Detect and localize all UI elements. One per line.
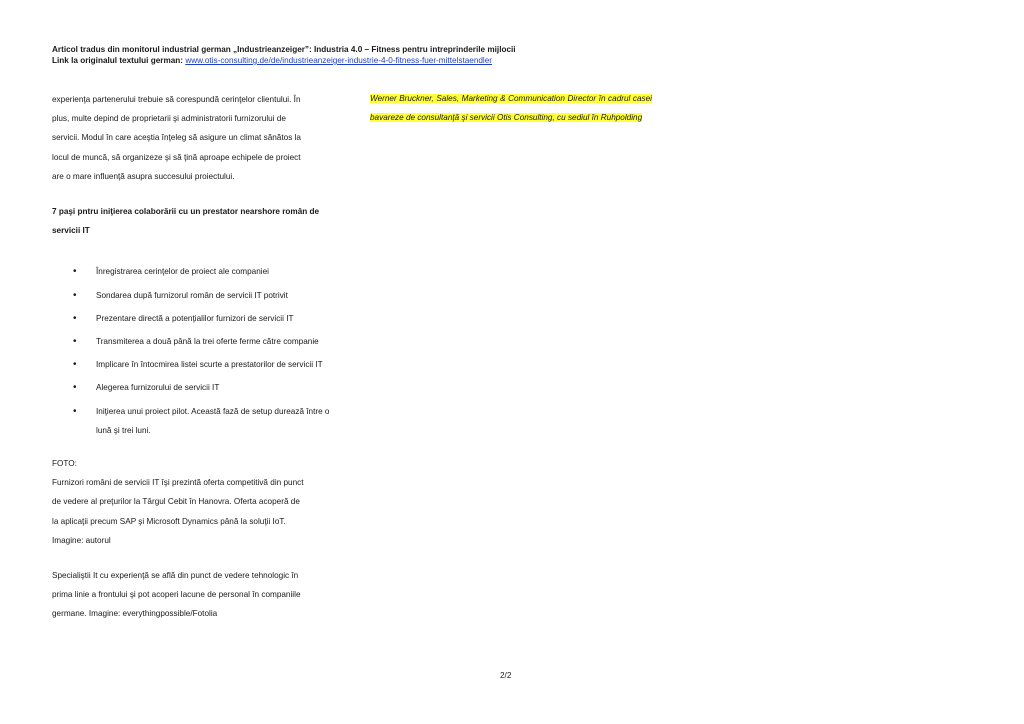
list-item: [52, 378, 336, 397]
left-column: [52, 90, 342, 624]
caption-line: Imagine: autorul: [52, 535, 111, 545]
list-item: [52, 309, 336, 328]
intro-line: are o mare influenţă asupra succesului proiectului.: [52, 171, 235, 181]
source-link[interactable]: www.otis-consulting.de/de/industrieanzeiger-industrie-4-0-fitness-fuer-mittelstaendler: [185, 56, 493, 65]
bullet-icon: •: [73, 405, 77, 417]
caption-line: Furnizori români de servicii IT îşi prezintă oferta competitivă din punct: [52, 478, 304, 488]
article-title: Articol tradus din monitorul industrial german „Industrieanzeiger”: Industria 4.0 – Fitness pentru intreprinderile mijlocii: [52, 45, 516, 54]
list-item-text: Prezentare directă a potenţialilor furnizori de servicii IT: [96, 313, 294, 323]
list-item: [52, 286, 336, 305]
intro-line: plus, multe depind de proprietarii şi administratorii furnizorului de: [52, 114, 286, 124]
list-item-text: Implicare în întocmirea listei scurte a prestatorilor de servicii IT: [96, 360, 323, 370]
section-heading: 7 paşi pntru iniţierea colaborării cu un prestator nearshore român de servicii IT: [52, 207, 320, 236]
list-item-text: Transmiterea a două până la trei oferte ferme către companie: [96, 337, 319, 347]
bullet-icon: •: [73, 359, 77, 371]
document-header: [52, 44, 516, 66]
list-item-text: Iniţierea unui proiect pilot. Această fază de setup durează între o lună şi trei luni.: [96, 406, 330, 435]
list-item-text: Sondarea după furnizorul român de servicii IT potrivit: [96, 290, 288, 300]
list-item-text: Alegerea furnizorului de servicii IT: [96, 383, 220, 393]
bullet-icon: •: [73, 336, 77, 348]
list-item: [52, 332, 336, 351]
page-number: 2/2: [500, 671, 512, 680]
intro-paragraph: [52, 90, 342, 186]
list-item: [52, 402, 336, 440]
photo-caption-2: [52, 566, 342, 624]
bullet-icon: •: [73, 382, 77, 394]
intro-line: experienţa partenerului trebuie să corespundă cerinţelor clientului. În: [52, 95, 301, 104]
right-column: [370, 90, 652, 127]
source-link-label: Link la originalul textului german:: [52, 56, 184, 65]
caption-line: prima linie a frontului şi pot acoperi lacune de personal în companiile: [52, 590, 301, 600]
list-item: [52, 355, 336, 374]
foto-label: FOTO:: [52, 459, 77, 469]
list-item-text: Înregistrarea cerinţelor de proiect ale companiei: [96, 267, 269, 277]
bullet-icon: •: [73, 312, 77, 324]
caption-line: la aplicaţii precum SAP şi Microsoft Dynamics până la soluţii IoT.: [52, 516, 286, 526]
bullet-icon: •: [73, 289, 77, 301]
caption-line: germane. Imagine: everythingpossible/Fotolia: [52, 609, 218, 619]
caption-line: Specialiştii It cu experienţă se află din punct de vedere tehnologic în: [52, 571, 299, 581]
bullet-icon: •: [73, 266, 77, 278]
author-note: Werner Bruckner, Sales, Marketing & Communication Director în cadrul casei bavareze de consultanţă şi servicii Otis Consulting, cu sediul în Ruhpolding: [370, 94, 652, 122]
steps-list: [52, 262, 342, 440]
source-link-row: [52, 55, 516, 66]
caption-line: de vedere al preţurilor la Târgul Cebit în Hanovra. Oferta acoperă de: [52, 497, 300, 507]
intro-line: locul de muncă, să organizeze şi să ţină aproape echipele de proiect: [52, 152, 301, 162]
intro-line: servicii. Modul în care aceştia înţeleg să asigure un climat sănătos la: [52, 133, 301, 143]
photo-caption-1: [52, 454, 342, 550]
list-item: [52, 262, 336, 281]
